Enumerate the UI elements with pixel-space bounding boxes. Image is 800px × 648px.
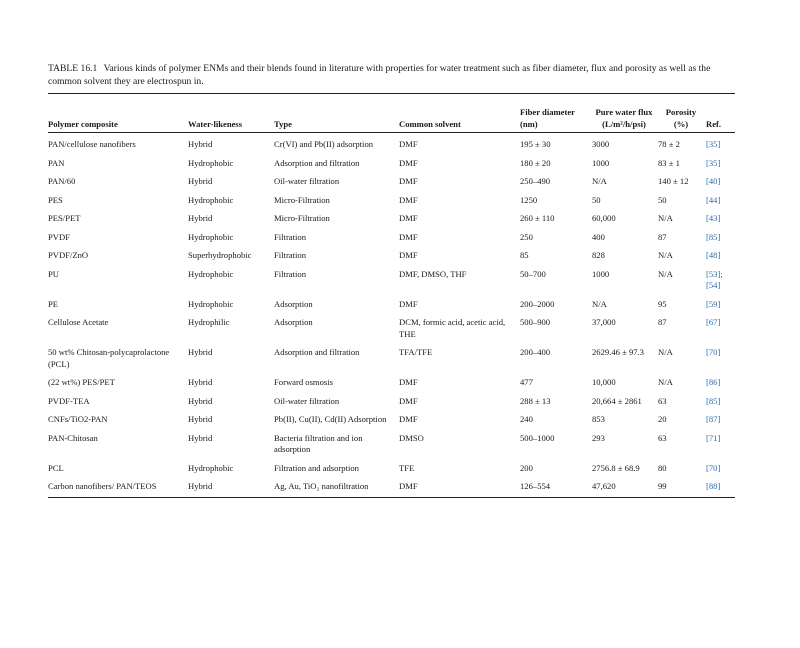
cell-water-likeness: Hydrophilic (188, 317, 230, 327)
cell-water-likeness: Hybrid (188, 395, 213, 406)
cell-solvent: DMF (399, 414, 418, 424)
cell-solvent: DMF (399, 139, 418, 149)
cell-type: Adsorption and filtration (274, 157, 360, 168)
table-row (48, 299, 735, 318)
cell-polymer: PCL (48, 462, 64, 473)
cell-fiber-diameter: 288 ± 13 (520, 395, 551, 406)
cell-water-likeness: Superhydrophobic (188, 250, 252, 260)
cell-solvent: DMF (399, 298, 418, 309)
table-body (48, 133, 735, 498)
cell-type: Oil-water filtration (274, 176, 340, 186)
table-row (48, 463, 735, 482)
cell-porosity: 63 (658, 395, 667, 406)
col-header-water-flux: Pure water flux (L/m²/h/psi) (592, 94, 658, 133)
cell-porosity: 80 (658, 462, 667, 473)
cell-water-flux: 3000 (592, 139, 610, 149)
cell-polymer: PE (48, 298, 59, 309)
cell-porosity: 78 ± 2 (658, 139, 680, 149)
cell-water-likeness: Hydrophobic (188, 462, 234, 473)
cell-ref[interactable]: [40] (706, 176, 721, 186)
cell-fiber-diameter: 1250 (520, 194, 538, 205)
cell-fiber-diameter: 500–900 (520, 317, 551, 327)
cell-type: Adsorption (274, 298, 313, 309)
cell-polymer: PAN-Chitosan (48, 432, 98, 443)
cell-polymer: PVDF (48, 231, 70, 242)
cell-water-likeness: Hydrophobic (188, 298, 234, 309)
cell-polymer: PAN/cellulose nanofibers (48, 139, 136, 149)
cell-water-likeness: Hybrid (188, 347, 213, 357)
cell-water-likeness: Hybrid (188, 432, 213, 443)
cell-polymer: 50 wt% Chitosan-polycaprolactone (PCL) (48, 347, 170, 369)
cell-water-flux: 47,620 (592, 481, 658, 497)
cell-fiber-diameter: 477 (520, 377, 533, 387)
cell-fiber-diameter: 200 (520, 462, 533, 473)
cell-ref[interactable]: [86] (706, 377, 721, 387)
cell-porosity: 50 (658, 194, 667, 205)
cell-fiber-diameter: 50–700 (520, 268, 546, 279)
cell-porosity: N/A (658, 250, 673, 260)
cell-polymer: PVDF-TEA (48, 395, 90, 406)
table-row (48, 213, 735, 232)
cell-solvent: DCM, formic acid, acetic acid, THE (399, 317, 506, 339)
table-caption (48, 62, 738, 88)
cell-fiber-diameter: 195 ± 30 (520, 139, 551, 149)
cell-type: Filtration (274, 250, 306, 260)
cell-water-flux: 293 (592, 432, 605, 443)
cell-polymer: (22 wt%) PES/PET (48, 377, 115, 387)
col-header-fiber-diameter: Fiber diameter (nm) (520, 94, 592, 133)
cell-water-flux: 1000 (592, 157, 610, 168)
table-label: TABLE 16.1 (48, 63, 98, 74)
cell-polymer: PES (48, 194, 63, 205)
cell-porosity: 20 (658, 414, 667, 424)
table-row (48, 232, 735, 251)
cell-water-flux: 50 (592, 194, 601, 205)
cell-porosity: 63 (658, 432, 667, 443)
cell-ref[interactable]: [43] (706, 213, 721, 223)
table-row (48, 347, 735, 377)
table-row (48, 377, 735, 396)
cell-fiber-diameter: 250 (520, 231, 533, 242)
cell-fiber-diameter: 85 (520, 250, 529, 260)
cell-solvent: DMF (399, 194, 418, 205)
cell-porosity: 99 (658, 481, 706, 497)
cell-water-flux: 1000 (592, 268, 610, 279)
table-row (48, 250, 735, 269)
cell-water-flux: 2756.8 ± 68.9 (592, 462, 640, 473)
cell-ref[interactable]: [67] (706, 317, 721, 327)
cell-solvent: TFA/TFE (399, 347, 433, 357)
cell-type: Filtration and adsorption (274, 462, 359, 473)
cell-porosity: 83 ± 1 (658, 157, 680, 168)
cell-porosity: N/A (658, 377, 673, 387)
col-header-water-likeness: Water-likeness (188, 94, 274, 133)
cell-water-flux: 828 (592, 250, 605, 260)
cell-solvent: DMF (399, 481, 520, 497)
table-row (48, 158, 735, 177)
cell-water-flux: 20,664 ± 2861 (592, 395, 642, 406)
cell-fiber-diameter: 126–554 (520, 481, 592, 497)
cell-polymer: PU (48, 268, 59, 279)
cell-porosity: 87 (658, 231, 667, 242)
table-row (48, 433, 735, 463)
table-row (48, 269, 735, 299)
cell-solvent: TFE (399, 462, 415, 473)
cell-water-flux: 60,000 (592, 213, 616, 223)
col-header-solvent: Common solvent (399, 94, 520, 133)
table-row (48, 176, 735, 195)
table-row (48, 195, 735, 214)
cell-water-likeness: Hybrid (188, 414, 213, 424)
cell-water-flux: 400 (592, 231, 605, 242)
cell-type: Forward osmosis (274, 377, 333, 387)
cell-type: Bacteria filtration and ion adsorption (274, 432, 363, 454)
cell-porosity: N/A (658, 347, 673, 357)
cell-water-likeness: Hybrid (188, 139, 213, 149)
cell-ref[interactable]: [88] (706, 481, 735, 497)
cell-polymer: Carbon nanofibers/ PAN/TEOS (48, 481, 188, 497)
cell-ref[interactable]: [71] (706, 432, 721, 443)
cell-water-likeness: Hydrophobic (188, 268, 234, 279)
cell-water-likeness: Hybrid (188, 377, 213, 387)
cell-water-flux: 853 (592, 414, 605, 424)
cell-type: Cr(VI) and Pb(II) adsorption (274, 139, 374, 149)
cell-water-likeness: Hybrid (188, 481, 274, 497)
cell-type: Filtration (274, 231, 306, 242)
cell-solvent: DMF (399, 176, 418, 186)
cell-water-likeness: Hybrid (188, 176, 213, 186)
table-row (48, 396, 735, 415)
cell-solvent: DMSO (399, 432, 424, 443)
cell-water-flux: N/A (592, 298, 607, 309)
cell-polymer: PVDF/ZnO (48, 250, 89, 260)
cell-water-flux: N/A (592, 176, 607, 186)
cell-polymer: PAN (48, 157, 65, 168)
cell-polymer: PES/PET (48, 213, 81, 223)
cell-ref[interactable]: [70] (706, 462, 721, 473)
cell-solvent: DMF (399, 231, 418, 242)
cell-solvent: DMF (399, 377, 418, 387)
cell-water-likeness: Hydrophobic (188, 194, 234, 205)
cell-ref[interactable]: [87] (706, 414, 721, 424)
cell-ref[interactable]: [85] (706, 231, 721, 242)
cell-fiber-diameter: 250–490 (520, 176, 551, 186)
cell-porosity: N/A (658, 268, 673, 279)
cell-solvent: DMF (399, 213, 418, 223)
table-row (48, 414, 735, 433)
cell-fiber-diameter: 500–1000 (520, 432, 555, 443)
cell-type: Pb(II), Cu(II), Cd(II) Adsorption (274, 414, 387, 424)
cell-solvent: DMF (399, 250, 418, 260)
polymer-enm-table (48, 93, 735, 498)
col-header-porosity: Porosity (%) (658, 94, 706, 133)
table-row (48, 481, 735, 497)
cell-polymer: PAN/60 (48, 176, 76, 186)
cell-porosity: 140 ± 12 (658, 176, 689, 186)
cell-water-flux: 2629.46 ± 97.3 (592, 347, 644, 357)
cell-polymer: Cellulose Acetate (48, 317, 109, 327)
cell-ref[interactable]: [48] (706, 250, 721, 260)
cell-porosity: 87 (658, 317, 667, 327)
cell-type: Adsorption and filtration (274, 347, 360, 357)
cell-ref[interactable]: [35] (706, 157, 721, 168)
col-header-type: Type (274, 94, 399, 133)
cell-porosity: 95 (658, 298, 667, 309)
cell-fiber-diameter: 260 ± 110 (520, 213, 555, 223)
cell-water-flux: 10,000 (592, 377, 616, 387)
table-row (48, 133, 735, 158)
cell-solvent: DMF (399, 395, 418, 406)
col-header-ref: Ref. (706, 94, 735, 133)
cell-type: Oil-water filtration (274, 395, 340, 406)
cell-type: Micro-Filtration (274, 194, 330, 205)
cell-type: Micro-Filtration (274, 213, 330, 223)
cell-ref[interactable]: [70] (706, 347, 721, 357)
cell-ref[interactable]: [85] (706, 395, 721, 406)
cell-ref[interactable]: [53]; [54] (706, 268, 723, 290)
cell-porosity: N/A (658, 213, 673, 223)
cell-fiber-diameter: 200–400 (520, 347, 551, 357)
table-row (48, 317, 735, 347)
cell-water-likeness: Hydrophobic (188, 231, 234, 242)
cell-type: Adsorption (274, 317, 313, 327)
table-caption-text: Various kinds of polymer ENMs and their blends found in literature with properties for water treatment such as fiber diameter, flux and porosity as well as the common solvent they are electrospun in. (48, 63, 711, 87)
cell-fiber-diameter: 180 ± 20 (520, 157, 551, 168)
cell-water-likeness: Hydrophobic (188, 157, 234, 168)
col-header-polymer: Polymer composite (48, 94, 188, 133)
cell-water-likeness: Hybrid (188, 213, 213, 223)
cell-fiber-diameter: 240 (520, 414, 533, 424)
cell-solvent: DMF, DMSO, THF (399, 268, 467, 279)
cell-polymer: CNFs/TiO2-PAN (48, 414, 108, 424)
cell-fiber-diameter: 200–2000 (520, 298, 555, 309)
cell-ref[interactable]: [59] (706, 298, 721, 309)
cell-type: Ag, Au, TiO₂ nanofiltration (274, 481, 399, 497)
cell-type: Filtration (274, 268, 306, 279)
table-header-row (48, 94, 735, 133)
cell-ref[interactable]: [44] (706, 194, 721, 205)
cell-solvent: DMF (399, 157, 418, 168)
cell-water-flux: 37,000 (592, 317, 616, 327)
cell-ref[interactable]: [35] (706, 139, 721, 149)
